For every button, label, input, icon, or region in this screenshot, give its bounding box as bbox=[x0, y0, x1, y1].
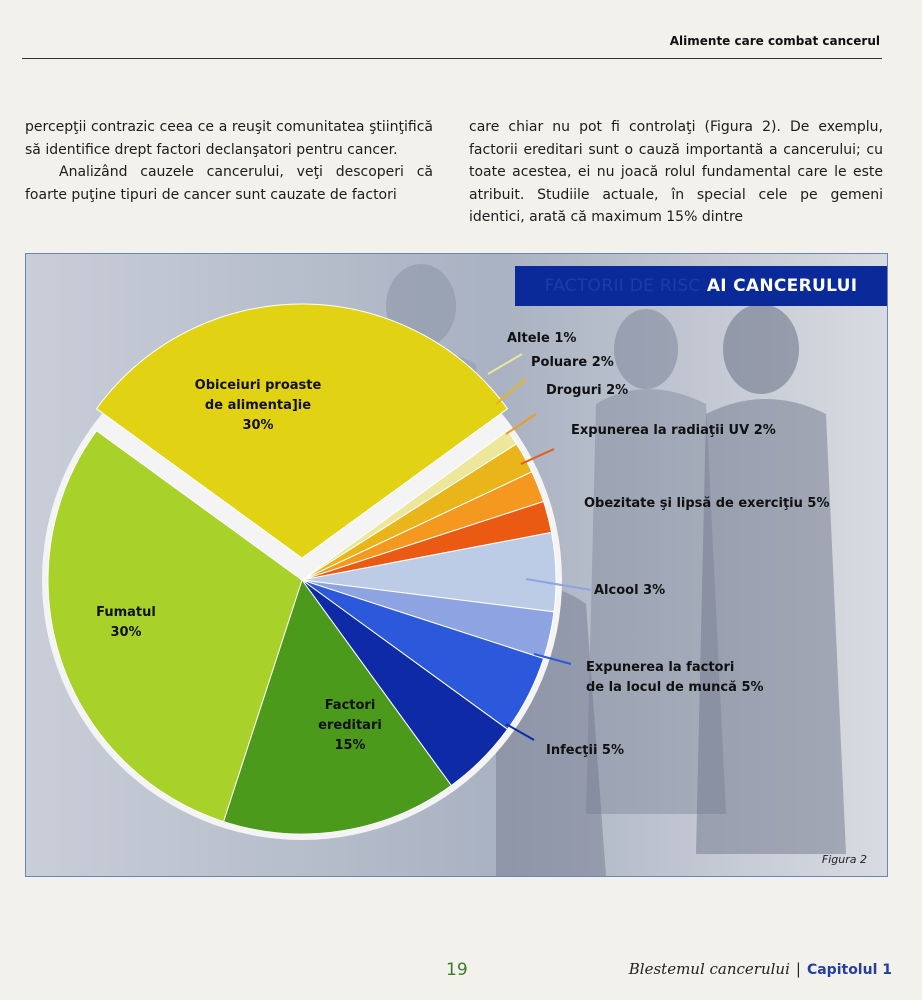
paragraph: care chiar nu pot fi controlaţi (Figura 2). De exemplu, factorii ereditari sunt o cauză importantă a cancerului; cu toate acestea, ei nu joacă rolul fundamental care le este atribuit. Studiile actuale, în special cele pe gemeni identici, arată că maximum 15% dintre bbox=[469, 119, 883, 225]
leader-line-1 bbox=[488, 354, 522, 374]
page-number: 19 bbox=[446, 960, 468, 980]
banner-part2: AI CANCERULUI bbox=[706, 276, 858, 296]
header-rule bbox=[22, 58, 882, 59]
paragraph: percepţii contrazic ceea ce a reuşit comunitatea ştiinţifică să identifice drept factori declanşatori pentru cancer. bbox=[25, 119, 433, 158]
slice-label-10: 30% bbox=[110, 625, 142, 640]
slice-label-9: 15% bbox=[334, 738, 366, 753]
text-column-right bbox=[469, 116, 883, 229]
slice-label-2: Poluare 2% bbox=[531, 355, 614, 370]
slice-label-5: Obezitate şi lipsă de exerciţiu 5% bbox=[584, 496, 830, 511]
footer-separator: | bbox=[795, 960, 801, 978]
slice-label-0: 30% bbox=[242, 418, 274, 433]
figure-risk-factors bbox=[25, 253, 888, 877]
running-title: Alimente care combat cancerul bbox=[669, 34, 880, 48]
slice-label-10: Fumatul bbox=[96, 605, 156, 620]
paragraph: Analizând cauzele cancerului, veţi descoperi că foarte puţine tipuri de cancer sunt cauzate de factori bbox=[25, 164, 433, 203]
slice-label-8: Infecţii 5% bbox=[546, 743, 624, 758]
leader-line-2 bbox=[496, 379, 526, 404]
slice-label-4: Expunerea la radiaţii UV 2% bbox=[571, 423, 776, 438]
slice-label-6: Alcool 3% bbox=[594, 583, 666, 598]
text-column-left bbox=[25, 116, 433, 206]
slice-label-7: Expunerea la factori bbox=[586, 660, 735, 675]
chapter-label: Capitolul 1 bbox=[806, 962, 892, 978]
slice-label-9: ereditari bbox=[318, 718, 382, 733]
slice-label-9: Factori bbox=[324, 698, 376, 713]
leader-line-3 bbox=[506, 414, 536, 434]
slice-label-0: de alimenta]ie bbox=[204, 398, 312, 413]
slice-label-3: Droguri 2% bbox=[546, 383, 629, 398]
banner-part1: FACTORII DE RISC bbox=[544, 276, 701, 296]
slice-label-7: de la locul de muncă 5% bbox=[586, 680, 764, 695]
slice-label-1: Altele 1% bbox=[507, 331, 577, 346]
slice-label-0: Obiceiuri proaste bbox=[194, 378, 322, 393]
book-title: Blestemul cancerului bbox=[628, 960, 790, 978]
footer-book-title bbox=[629, 960, 892, 978]
pie-chart bbox=[26, 254, 887, 876]
chart-title-banner bbox=[515, 266, 887, 306]
figure-caption: Figura 2 bbox=[821, 853, 867, 866]
